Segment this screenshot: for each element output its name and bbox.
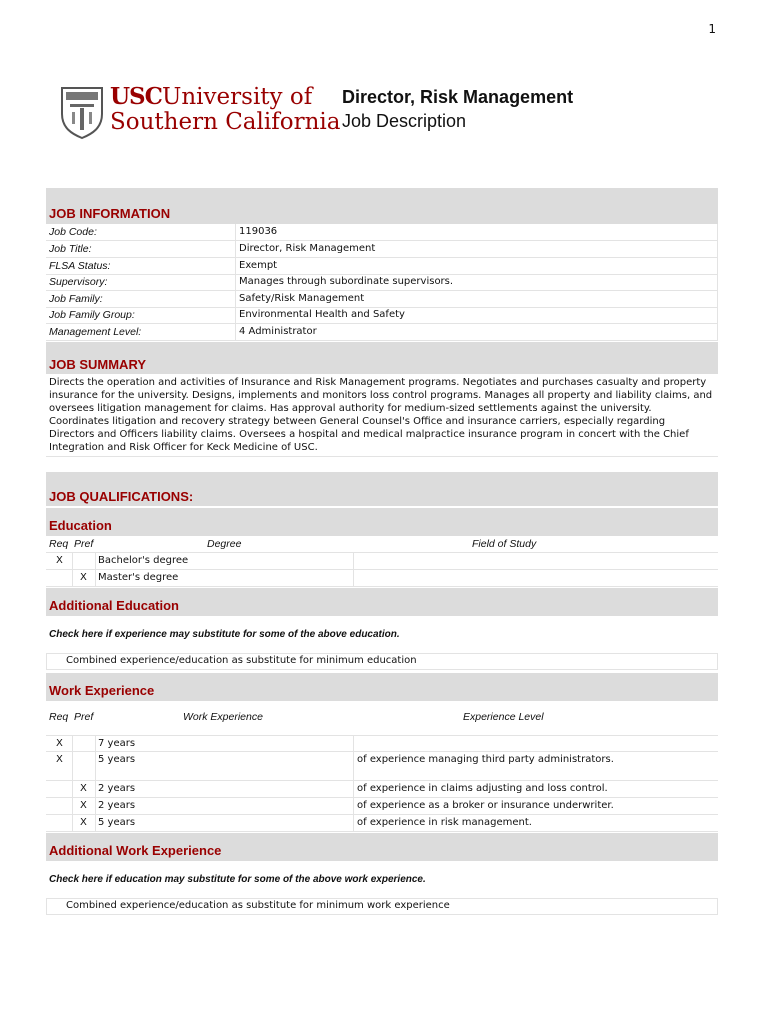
work-experience-heading: Work Experience (49, 683, 155, 698)
work-years: 5 years (98, 817, 136, 828)
edu-pref: X (80, 572, 87, 583)
additional-education-heading: Additional Education (49, 598, 179, 613)
page-number: 1 (708, 22, 716, 36)
divider-line (46, 780, 718, 781)
work-level: of experience as a broker or insurance underwriter. (357, 800, 614, 811)
info-label: FLSA Status: (49, 260, 111, 272)
education-heading: Education (49, 518, 112, 533)
info-value: Safety/Risk Management (239, 293, 365, 304)
col-req: Req (49, 538, 69, 550)
work-years: 5 years (98, 754, 136, 765)
info-value: 119036 (239, 226, 278, 237)
job-summary-band (46, 342, 718, 374)
divider-line (46, 569, 718, 570)
divider-line (46, 814, 718, 815)
logo-line1-text: University of (161, 84, 313, 110)
edu-req: X (56, 555, 63, 566)
col-pref: Pref (74, 538, 94, 550)
edu-degree: Master's degree (98, 572, 179, 583)
title-block (342, 87, 573, 132)
work-req: X (56, 754, 63, 765)
work-level: of experience in risk management. (357, 817, 532, 828)
col-degree: Degree (207, 538, 242, 550)
divider-line (46, 456, 718, 457)
info-row (46, 224, 718, 241)
work-pref: X (80, 800, 87, 811)
info-row (46, 324, 718, 341)
info-row (46, 241, 718, 258)
info-value: Manages through subordinate supervisors. (239, 276, 454, 287)
divider-line (46, 751, 718, 752)
education-band (46, 508, 718, 536)
col-req: Req (49, 711, 69, 723)
info-row (46, 307, 718, 324)
info-label: Management Level: (49, 326, 142, 338)
col-experience-level: Experience Level (463, 711, 544, 723)
work-pref: X (80, 783, 87, 794)
job-summary-text: Directs the operation and activities of Insurance and Risk Management programs. Negotiates and purchases casualty and property insurance for the university. Designs, implements and monitors loss control programs. Manages all property and liability claims, and oversees litigation management for claims. Has approval authority for medium-sized settlements against the university. Coordinates litigation and recovery strategy between General Counsel's Office and insurance carriers, especially regarding Directors and Officers liability claims. Oversees a hospital and medical malpractice insurance program in concert with the Chief Integration and Risk Officer for Keck Medicine of USC. (49, 377, 713, 453)
info-label: Job Code: (49, 226, 97, 238)
info-label: Supervisory: (49, 276, 108, 288)
edu-degree: Bachelor's degree (98, 555, 189, 566)
work-req: X (56, 738, 63, 749)
info-value: Exempt (239, 260, 278, 271)
logo-usc-text: USC (110, 83, 162, 110)
divider-line (46, 831, 718, 832)
work-years: 2 years (98, 800, 136, 811)
info-label: Job Family Group: (49, 309, 135, 321)
additional-work-experience-heading: Additional Work Experience (49, 843, 222, 858)
additional-education-note: Check here if experience may substitute for some of the above education. (49, 629, 400, 640)
info-label: Job Title: (49, 243, 92, 255)
education-substitute-option[interactable] (46, 653, 718, 670)
job-summary-heading: JOB SUMMARY (49, 357, 147, 372)
work-years: 7 years (98, 738, 136, 749)
info-label: Job Family: (49, 293, 103, 305)
divider-line (46, 797, 718, 798)
work-pref: X (80, 817, 87, 828)
usc-logo (58, 83, 341, 140)
work-level: of experience managing third party administrators. (357, 754, 614, 765)
info-row (46, 291, 718, 308)
qualifications-heading: JOB QUALIFICATIONS: (49, 489, 194, 504)
document-title: Director, Risk Management (342, 87, 574, 107)
divider-line (46, 552, 718, 553)
col-work-experience: Work Experience (183, 711, 263, 723)
job-information-heading: JOB INFORMATION (49, 206, 171, 221)
work-years: 2 years (98, 783, 136, 794)
work-level: of experience in claims adjusting and loss control. (357, 783, 608, 794)
document-subtitle: Job Description (342, 111, 467, 131)
logo-line2-text: Southern California (110, 109, 341, 135)
usc-seal-icon (58, 84, 106, 140)
info-value: Environmental Health and Safety (239, 309, 405, 320)
divider-line (46, 735, 718, 736)
col-pref: Pref (74, 711, 94, 723)
additional-work-experience-note: Check here if education may substitute for some of the above work experience. (49, 874, 426, 885)
divider-line (46, 586, 718, 587)
info-row (46, 274, 718, 291)
info-row (46, 258, 718, 275)
column-divider (95, 735, 96, 832)
column-divider (353, 735, 354, 832)
option-label: Combined experience/education as substitute for minimum work experience (66, 900, 450, 911)
work-experience-substitute-option[interactable] (46, 898, 718, 915)
column-divider (72, 735, 73, 832)
col-field: Field of Study (472, 538, 537, 550)
info-value: 4 Administrator (239, 326, 317, 337)
option-label: Combined experience/education as substitute for minimum education (66, 655, 417, 666)
info-value: Director, Risk Management (239, 243, 376, 254)
